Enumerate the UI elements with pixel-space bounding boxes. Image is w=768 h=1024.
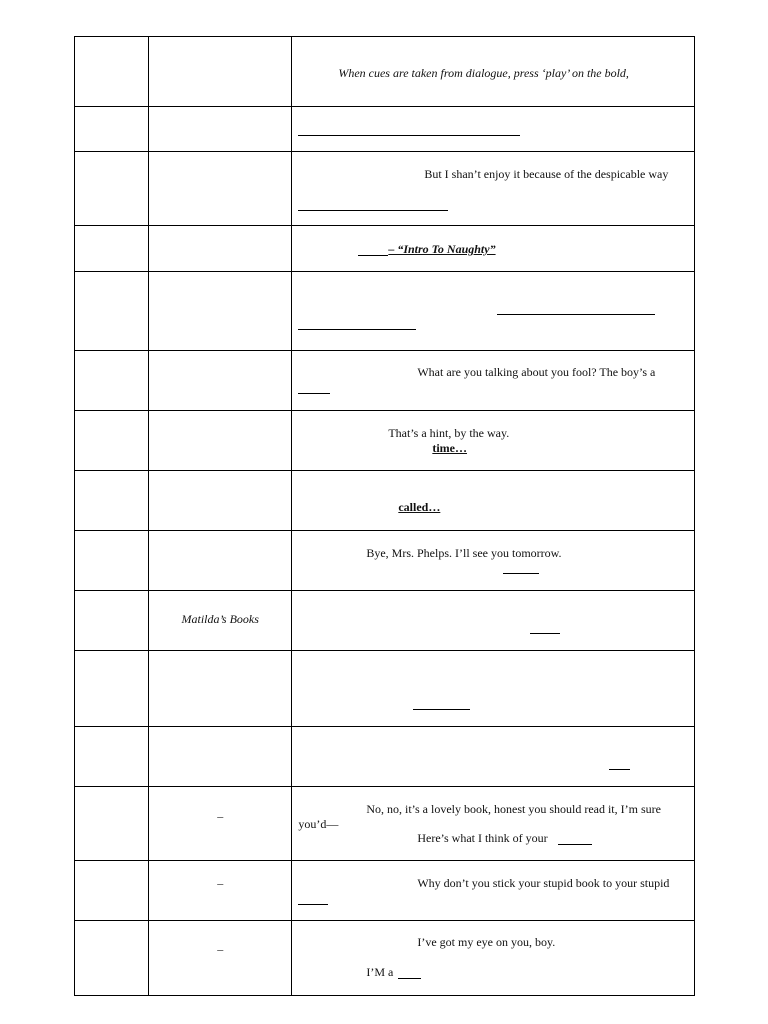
character-dash: – (217, 876, 224, 890)
table-row (75, 37, 695, 107)
cue-number-cell (75, 107, 149, 152)
cue-number-cell (75, 411, 149, 471)
cue-label-cell (149, 531, 292, 591)
cue-text-cell (292, 471, 695, 531)
cue-text-cell (292, 351, 695, 411)
cue-label-cell (149, 272, 292, 351)
blank-line (298, 393, 330, 394)
table-row (75, 272, 695, 351)
cue-word: time… (432, 441, 467, 455)
section-label: Matilda’s Books (181, 612, 259, 626)
blank-line (298, 904, 328, 905)
cue-text-cell (292, 272, 695, 351)
blank-line (298, 135, 520, 136)
dialogue-text: That’s a hint, by the way. (388, 426, 510, 440)
cue-label-cell (149, 37, 292, 107)
cue-text-cell (292, 226, 695, 272)
cue-label-cell (149, 152, 292, 226)
blank-line (398, 978, 421, 979)
cue-note-text: When cues are taken from dialogue, press ‘play’ on the bold, (338, 66, 629, 80)
cue-label-cell (149, 471, 292, 531)
cue-number-cell (75, 37, 149, 107)
dialogue-text: Here’s what I think of your (417, 831, 548, 845)
cue-label-cell (149, 787, 292, 861)
cue-number-cell (75, 152, 149, 226)
dialogue-text: Bye, Mrs. Phelps. I’ll see you tomorrow. (366, 546, 562, 560)
cue-number-cell (75, 272, 149, 351)
cue-number-cell (75, 787, 149, 861)
song-title: – “Intro To Naughty” (388, 242, 496, 256)
cue-text-cell (292, 787, 695, 861)
blank-line (358, 255, 388, 256)
cue-text-cell (292, 37, 695, 107)
cue-text-cell (292, 727, 695, 787)
cue-label-cell (149, 226, 292, 272)
cue-number-cell (75, 591, 149, 651)
dialogue-text: I’ve got my eye on you, boy. (417, 935, 556, 949)
table-row (75, 861, 695, 921)
dialogue-text: But I shan’t enjoy it because of the despicable way (424, 167, 669, 181)
cue-text-cell (292, 921, 695, 996)
cue-number-cell (75, 351, 149, 411)
cue-number-cell (75, 861, 149, 921)
blank-line (530, 633, 560, 634)
table-row (75, 651, 695, 727)
cue-label-cell (149, 591, 292, 651)
table-row (75, 921, 695, 996)
cue-number-cell (75, 226, 149, 272)
cue-text-cell (292, 152, 695, 226)
cue-number-cell (75, 727, 149, 787)
table-row (75, 107, 695, 152)
cue-number-cell (75, 651, 149, 727)
blank-line (298, 210, 448, 211)
cue-text-cell (292, 107, 695, 152)
cue-label-cell (149, 411, 292, 471)
cue-number-cell (75, 921, 149, 996)
blank-line (503, 573, 539, 574)
table-row (75, 591, 695, 651)
cue-label-cell (149, 921, 292, 996)
table-row (75, 152, 695, 226)
blank-line (558, 844, 592, 845)
table-row (75, 411, 695, 471)
dialogue-text: What are you talking about you fool? The boy’s a (417, 365, 656, 379)
cue-text-cell (292, 591, 695, 651)
table-row (75, 727, 695, 787)
blank-line (413, 709, 470, 710)
cue-text-cell (292, 531, 695, 591)
dialogue-text: I’M a (366, 965, 394, 979)
table-row (75, 471, 695, 531)
cue-label-cell (149, 727, 292, 787)
cue-number-cell (75, 471, 149, 531)
table-row (75, 351, 695, 411)
cue-label-cell (149, 351, 292, 411)
character-dash: – (217, 809, 224, 823)
blank-line (497, 314, 655, 315)
blank-line (609, 769, 630, 770)
table-row (75, 787, 695, 861)
blank-line (298, 329, 416, 330)
character-dash: – (217, 942, 224, 956)
cue-text-cell (292, 411, 695, 471)
cue-word: called… (398, 500, 441, 514)
cue-label-cell (149, 107, 292, 152)
dialogue-text-cont: you’d— (298, 817, 339, 831)
cue-text-cell (292, 651, 695, 727)
table-row (75, 531, 695, 591)
dialogue-text: No, no, it’s a lovely book, honest you should read it, I’m sure (366, 802, 661, 816)
dialogue-text: Why don’t you stick your stupid book to your stupid (417, 876, 670, 890)
cue-number-cell (75, 531, 149, 591)
cue-label-cell (149, 651, 292, 727)
table-row (75, 226, 695, 272)
cue-label-cell (149, 861, 292, 921)
cue-sheet-table (74, 36, 695, 996)
cue-text-cell (292, 861, 695, 921)
